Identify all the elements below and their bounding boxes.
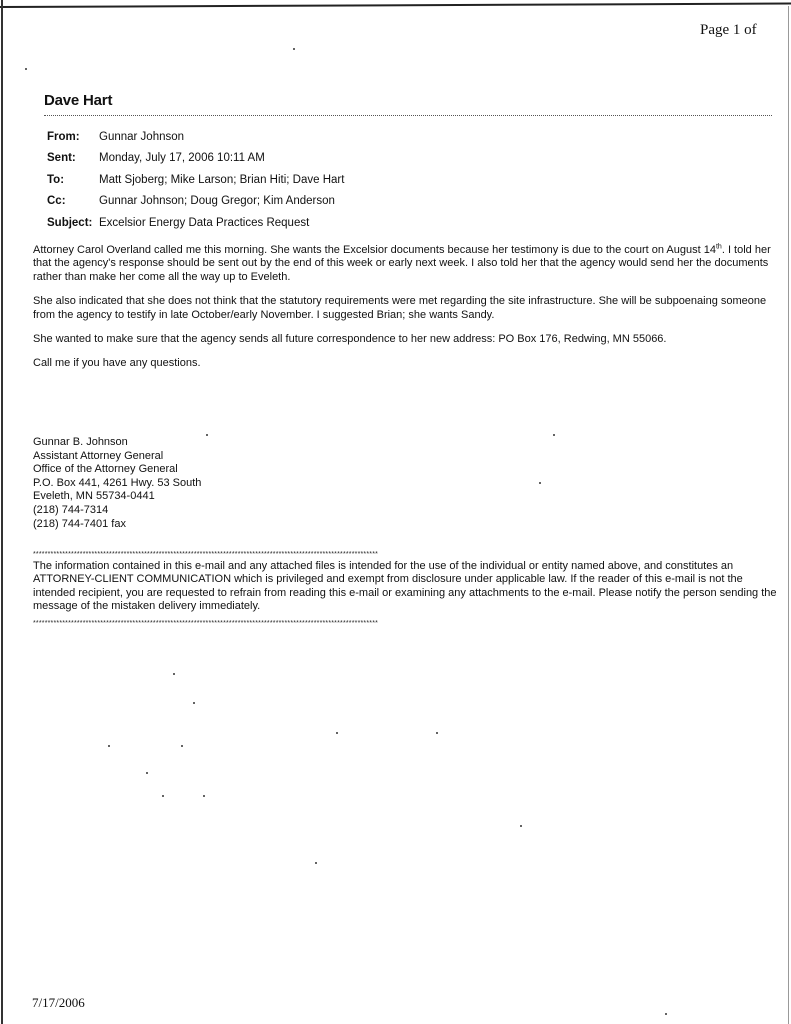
signature-line: (218) 744-7314 [33,503,109,516]
header-label: Subject: [47,216,93,229]
scan-speck [539,482,541,484]
header-sent [47,148,344,170]
scan-speck [162,795,164,797]
email-body [33,244,778,382]
header-value: Monday, July 17, 2006 10:11 AM [99,152,265,165]
body-paragraph-1 [33,244,778,284]
scan-speck [108,745,110,747]
signature-line: Office of the Attorney General [33,463,178,476]
email-headers [47,126,344,234]
ordinal-suffix: th [715,243,722,251]
body-paragraph-4: Call me if you have any questions. [33,357,201,370]
signature-line: Assistant Attorney General [33,449,164,462]
scan-edge-right [788,6,789,1024]
scan-speck [146,772,148,774]
signature-line: (218) 744-7401 fax [33,517,126,530]
signature-block [33,436,201,531]
signature-line: Eveleth, MN 55734-0441 [33,490,155,503]
footer-date: 7/17/2006 [32,995,85,1010]
header-divider [44,115,772,116]
signature-line: Gunnar B. Johnson [33,436,128,448]
scan-speck [181,745,183,747]
header-to [47,169,344,191]
mailbox-owner: Dave Hart [44,92,113,109]
signature-line: P.O. Box 441, 4261 Hwy. 53 South [33,476,202,489]
scan-edge-top [0,3,791,8]
separator-top: ********************************************************************************************************************** [33,551,379,558]
body-paragraph-2: She also indicated that she does not think that the statutory requirements were met regarding the site infrastructure. She will be subpoenaing someone from the agency to testify in late October/early November. I suggested Brian; she wants Sandy. [33,295,767,321]
header-value: Gunnar Johnson; Doug Gregor; Kim Anderson [99,195,335,208]
body-text-run: Attorney Carol Overland called me this morning. She wants the Excelsior documents because her testimony is due to the court on August 14 [33,244,716,256]
header-label: Sent: [47,152,76,165]
header-subject [47,212,344,234]
header-label: To: [47,173,65,186]
confidentiality-disclaimer: The information contained in this e-mail and any attached files is intended for the use of the individual or entity named above, and constitutes an ATTORNEY-CLIENT COMMUNICATION which is privileged and exempt from disclosure under applicable law. If the reader of this e-mail is not the intended recipient, you are requested to refrain from reading this e-mail or examining any attachments to the e-mail. Please notify the person sending the message of the mistaken delivery immediately. [33,560,777,613]
header-value: Matt Sjoberg; Mike Larson; Brian Hiti; Dave Hart [99,173,345,186]
header-label: From: [47,130,80,143]
scan-speck [203,795,205,797]
scan-speck [206,434,208,436]
scan-speck [553,434,555,436]
scan-speck [336,732,338,734]
scan-speck [315,862,317,864]
header-value: Excelsior Energy Data Practices Request [99,216,310,229]
scan-speck [293,48,295,50]
header-cc [47,191,344,213]
page-number: Page 1 of [700,22,757,38]
scan-speck [520,825,522,827]
scan-edge-left [1,0,3,1024]
header-label: Cc: [47,195,66,208]
scan-speck [173,673,175,675]
header-from [47,126,344,148]
separator-bottom: ********************************************************************************************************************** [33,620,379,627]
scan-speck [193,702,195,704]
header-value: Gunnar Johnson [99,130,185,143]
scan-speck [665,1013,667,1015]
scan-speck [436,732,438,734]
body-paragraph-3: She wanted to make sure that the agency sends all future correspondence to her new address: PO Box 176, Redwing, MN 55066. [33,333,667,346]
scan-speck [25,68,27,70]
body-text-run: . I told her that the agency's response should be sent out by the end of this week or early next week. I also told her that the agency would send her the documents rather than make her come all the way up to Eveleth. [33,244,771,283]
